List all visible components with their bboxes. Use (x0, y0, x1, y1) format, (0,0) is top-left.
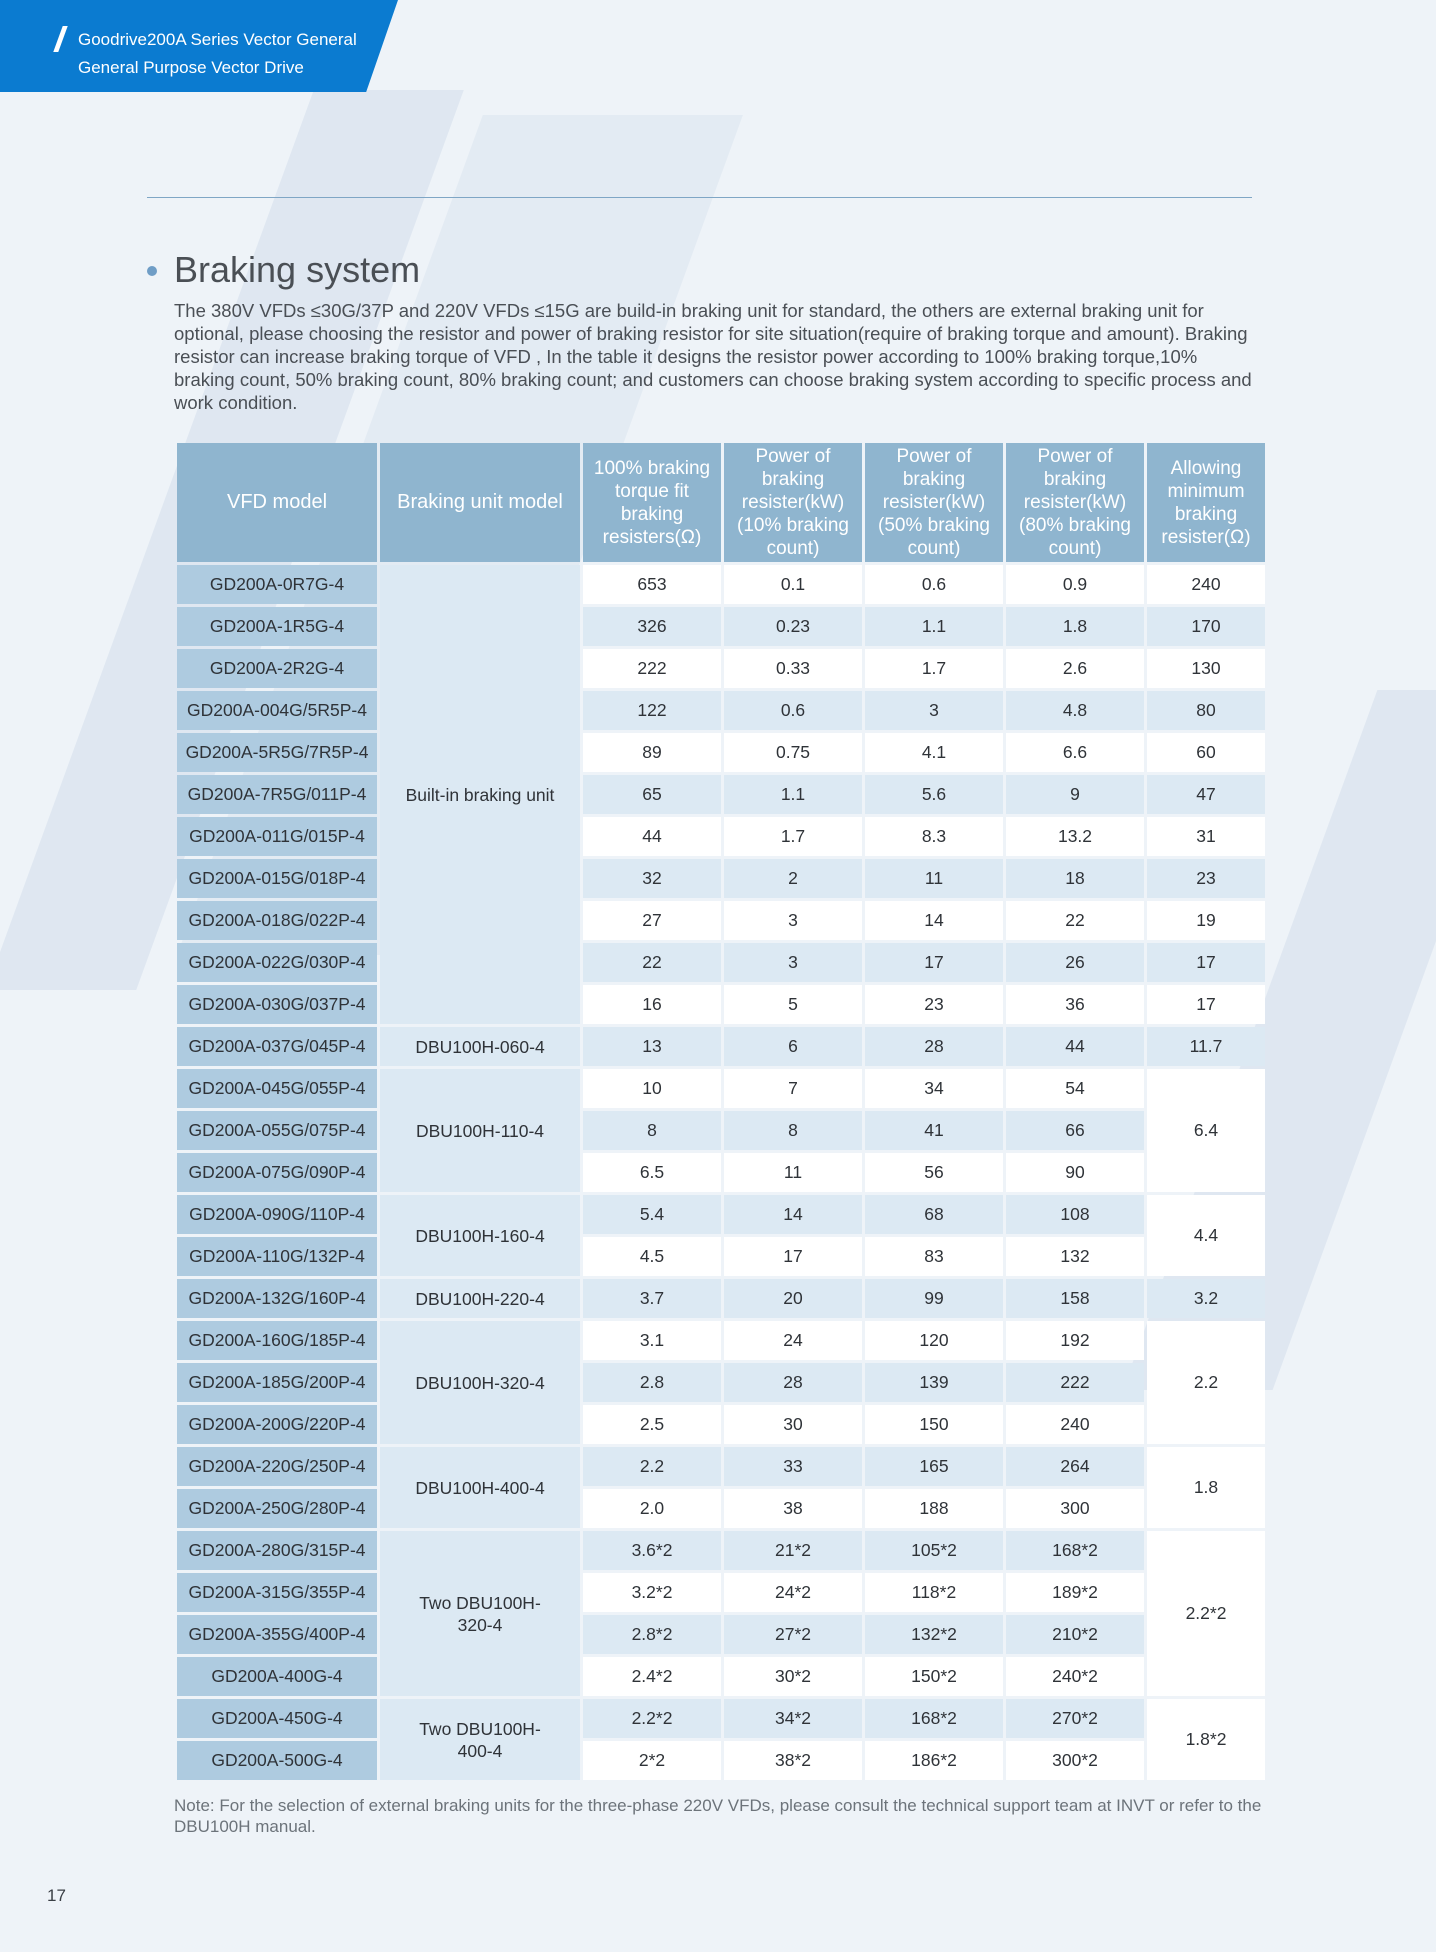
resistance-cell: 2*2 (583, 1741, 721, 1780)
braking-table-container (177, 443, 1265, 1780)
resistance-cell: 2.8*2 (583, 1615, 721, 1654)
power-10-cell: 0.75 (724, 733, 862, 772)
power-10-cell: 38*2 (724, 1741, 862, 1780)
power-80-cell: 1.8 (1006, 607, 1144, 646)
table-row (177, 1657, 1265, 1696)
power-50-cell: 68 (865, 1195, 1003, 1234)
power-50-cell: 4.1 (865, 733, 1003, 772)
table-row (177, 859, 1265, 898)
vfd-model-cell: GD200A-045G/055P-4 (177, 1069, 377, 1108)
page-number: 17 (47, 1886, 66, 1905)
power-10-cell: 28 (724, 1363, 862, 1402)
resistance-cell: 16 (583, 985, 721, 1024)
vfd-model-cell: GD200A-250G/280P-4 (177, 1489, 377, 1528)
power-80-cell: 6.6 (1006, 733, 1144, 772)
power-10-cell: 20 (724, 1279, 862, 1318)
table-row (177, 565, 1265, 604)
vfd-model-cell: GD200A-0R7G-4 (177, 565, 377, 604)
min-resistance-cell: 17 (1147, 943, 1265, 982)
power-10-cell: 3 (724, 943, 862, 982)
braking-unit-cell: DBU100H-110-4 (380, 1069, 580, 1192)
resistance-cell: 122 (583, 691, 721, 730)
power-80-cell: 300 (1006, 1489, 1144, 1528)
resistance-cell: 3.7 (583, 1279, 721, 1318)
power-50-cell: 83 (865, 1237, 1003, 1276)
vfd-model-cell: GD200A-004G/5R5P-4 (177, 691, 377, 730)
min-resistance-cell: 2.2*2 (1147, 1531, 1265, 1696)
power-80-cell: 18 (1006, 859, 1144, 898)
power-50-cell: 139 (865, 1363, 1003, 1402)
power-50-cell: 11 (865, 859, 1003, 898)
power-10-cell: 0.1 (724, 565, 862, 604)
column-header: Power of braking resister(kW) (10% braking count) (724, 443, 862, 562)
resistance-cell: 222 (583, 649, 721, 688)
resistance-cell: 3.2*2 (583, 1573, 721, 1612)
power-10-cell: 33 (724, 1447, 862, 1486)
resistance-cell: 2.5 (583, 1405, 721, 1444)
braking-unit-cell: DBU100H-320-4 (380, 1321, 580, 1444)
min-resistance-cell: 19 (1147, 901, 1265, 940)
power-80-cell: 2.6 (1006, 649, 1144, 688)
vfd-model-cell: GD200A-500G-4 (177, 1741, 377, 1780)
resistance-cell: 2.0 (583, 1489, 721, 1528)
power-80-cell: 0.9 (1006, 565, 1144, 604)
header-subtitle: General Purpose Vector Drive (78, 58, 304, 77)
power-10-cell: 21*2 (724, 1531, 862, 1570)
min-resistance-cell: 6.4 (1147, 1069, 1265, 1192)
power-80-cell: 210*2 (1006, 1615, 1144, 1654)
table-header-row (177, 443, 1265, 562)
table-row (177, 1111, 1265, 1150)
table-row (177, 1531, 1265, 1570)
power-50-cell: 3 (865, 691, 1003, 730)
power-50-cell: 165 (865, 1447, 1003, 1486)
column-header: VFD model (177, 443, 377, 562)
table-row (177, 1237, 1265, 1276)
power-10-cell: 3 (724, 901, 862, 940)
vfd-model-cell: GD200A-400G-4 (177, 1657, 377, 1696)
power-80-cell: 54 (1006, 1069, 1144, 1108)
table-row (177, 1615, 1265, 1654)
power-10-cell: 2 (724, 859, 862, 898)
vfd-model-cell: GD200A-315G/355P-4 (177, 1573, 377, 1612)
power-10-cell: 11 (724, 1153, 862, 1192)
table-row (177, 1195, 1265, 1234)
resistance-cell: 65 (583, 775, 721, 814)
vfd-model-cell: GD200A-200G/220P-4 (177, 1405, 377, 1444)
vfd-model-cell: GD200A-5R5G/7R5P-4 (177, 733, 377, 772)
table-row (177, 1279, 1265, 1318)
table-row (177, 1573, 1265, 1612)
power-80-cell: 22 (1006, 901, 1144, 940)
power-50-cell: 1.1 (865, 607, 1003, 646)
power-50-cell: 186*2 (865, 1741, 1003, 1780)
power-10-cell: 27*2 (724, 1615, 862, 1654)
power-50-cell: 34 (865, 1069, 1003, 1108)
power-80-cell: 240*2 (1006, 1657, 1144, 1696)
vfd-model-cell: GD200A-055G/075P-4 (177, 1111, 377, 1150)
power-80-cell: 270*2 (1006, 1699, 1144, 1738)
table-row (177, 691, 1265, 730)
vfd-model-cell: GD200A-022G/030P-4 (177, 943, 377, 982)
min-resistance-cell: 240 (1147, 565, 1265, 604)
min-resistance-cell: 31 (1147, 817, 1265, 856)
resistance-cell: 44 (583, 817, 721, 856)
vfd-model-cell: GD200A-011G/015P-4 (177, 817, 377, 856)
power-80-cell: 222 (1006, 1363, 1144, 1402)
resistance-cell: 8 (583, 1111, 721, 1150)
power-80-cell: 66 (1006, 1111, 1144, 1150)
resistance-cell: 2.2*2 (583, 1699, 721, 1738)
power-50-cell: 168*2 (865, 1699, 1003, 1738)
power-50-cell: 118*2 (865, 1573, 1003, 1612)
min-resistance-cell: 1.8 (1147, 1447, 1265, 1528)
braking-table (174, 440, 1268, 1783)
min-resistance-cell: 170 (1147, 607, 1265, 646)
power-50-cell: 105*2 (865, 1531, 1003, 1570)
table-row (177, 607, 1265, 646)
vfd-model-cell: GD200A-1R5G-4 (177, 607, 377, 646)
table-row (177, 775, 1265, 814)
power-50-cell: 120 (865, 1321, 1003, 1360)
power-80-cell: 192 (1006, 1321, 1144, 1360)
resistance-cell: 3.1 (583, 1321, 721, 1360)
power-80-cell: 4.8 (1006, 691, 1144, 730)
power-80-cell: 9 (1006, 775, 1144, 814)
section-title: Braking system (174, 249, 421, 290)
min-resistance-cell: 17 (1147, 985, 1265, 1024)
power-50-cell: 41 (865, 1111, 1003, 1150)
vfd-model-cell: GD200A-280G/315P-4 (177, 1531, 377, 1570)
resistance-cell: 10 (583, 1069, 721, 1108)
power-10-cell: 30 (724, 1405, 862, 1444)
min-resistance-cell: 23 (1147, 859, 1265, 898)
vfd-model-cell: GD200A-355G/400P-4 (177, 1615, 377, 1654)
power-80-cell: 13.2 (1006, 817, 1144, 856)
table-row (177, 1699, 1265, 1738)
power-50-cell: 0.6 (865, 565, 1003, 604)
braking-unit-cell: DBU100H-220-4 (380, 1279, 580, 1318)
vfd-model-cell: GD200A-160G/185P-4 (177, 1321, 377, 1360)
power-50-cell: 56 (865, 1153, 1003, 1192)
resistance-cell: 89 (583, 733, 721, 772)
header-series-title: Goodrive200A Series Vector General (78, 30, 357, 49)
resistance-cell: 2.8 (583, 1363, 721, 1402)
power-80-cell: 189*2 (1006, 1573, 1144, 1612)
power-80-cell: 36 (1006, 985, 1144, 1024)
table-row (177, 817, 1265, 856)
resistance-cell: 2.2 (583, 1447, 721, 1486)
column-header: Power of braking resister(kW) (80% braking count) (1006, 443, 1144, 562)
vfd-model-cell: GD200A-110G/132P-4 (177, 1237, 377, 1276)
vfd-model-cell: GD200A-037G/045P-4 (177, 1027, 377, 1066)
resistance-cell: 6.5 (583, 1153, 721, 1192)
vfd-model-cell: GD200A-090G/110P-4 (177, 1195, 377, 1234)
power-10-cell: 17 (724, 1237, 862, 1276)
braking-unit-cell: Two DBU100H-320-4 (380, 1531, 580, 1696)
resistance-cell: 5.4 (583, 1195, 721, 1234)
column-header: Allowing minimum braking resister(Ω) (1147, 443, 1265, 562)
resistance-cell: 32 (583, 859, 721, 898)
min-resistance-cell: 47 (1147, 775, 1265, 814)
power-80-cell: 90 (1006, 1153, 1144, 1192)
table-row (177, 1321, 1265, 1360)
vfd-model-cell: GD200A-132G/160P-4 (177, 1279, 377, 1318)
table-row (177, 901, 1265, 940)
power-80-cell: 240 (1006, 1405, 1144, 1444)
braking-unit-cell: Two DBU100H-400-4 (380, 1699, 580, 1780)
resistance-cell: 27 (583, 901, 721, 940)
power-80-cell: 264 (1006, 1447, 1144, 1486)
resistance-cell: 4.5 (583, 1237, 721, 1276)
min-resistance-cell: 130 (1147, 649, 1265, 688)
bullet-icon (147, 266, 157, 276)
resistance-cell: 326 (583, 607, 721, 646)
table-row (177, 985, 1265, 1024)
vfd-model-cell: GD200A-220G/250P-4 (177, 1447, 377, 1486)
column-header: Braking unit model (380, 443, 580, 562)
power-80-cell: 132 (1006, 1237, 1144, 1276)
table-row (177, 1741, 1265, 1780)
power-50-cell: 8.3 (865, 817, 1003, 856)
power-50-cell: 23 (865, 985, 1003, 1024)
table-row (177, 1405, 1265, 1444)
vfd-model-cell: GD200A-075G/090P-4 (177, 1153, 377, 1192)
table-row (177, 1363, 1265, 1402)
min-resistance-cell: 11.7 (1147, 1027, 1265, 1066)
table-row (177, 1069, 1265, 1108)
power-50-cell: 5.6 (865, 775, 1003, 814)
power-10-cell: 8 (724, 1111, 862, 1150)
power-10-cell: 1.7 (724, 817, 862, 856)
power-10-cell: 24 (724, 1321, 862, 1360)
power-10-cell: 0.33 (724, 649, 862, 688)
power-10-cell: 38 (724, 1489, 862, 1528)
power-50-cell: 188 (865, 1489, 1003, 1528)
table-row (177, 943, 1265, 982)
table-row (177, 1153, 1265, 1192)
table-row (177, 1027, 1265, 1066)
power-10-cell: 14 (724, 1195, 862, 1234)
table-row (177, 733, 1265, 772)
power-80-cell: 44 (1006, 1027, 1144, 1066)
min-resistance-cell: 60 (1147, 733, 1265, 772)
min-resistance-cell: 2.2 (1147, 1321, 1265, 1444)
braking-unit-cell: Built-in braking unit (380, 565, 580, 1024)
resistance-cell: 3.6*2 (583, 1531, 721, 1570)
power-50-cell: 150*2 (865, 1657, 1003, 1696)
resistance-cell: 653 (583, 565, 721, 604)
power-50-cell: 132*2 (865, 1615, 1003, 1654)
power-50-cell: 14 (865, 901, 1003, 940)
vfd-model-cell: GD200A-018G/022P-4 (177, 901, 377, 940)
vfd-model-cell: GD200A-015G/018P-4 (177, 859, 377, 898)
power-80-cell: 300*2 (1006, 1741, 1144, 1780)
braking-unit-cell: DBU100H-400-4 (380, 1447, 580, 1528)
table-row (177, 1447, 1265, 1486)
power-50-cell: 99 (865, 1279, 1003, 1318)
vfd-model-cell: GD200A-030G/037P-4 (177, 985, 377, 1024)
vfd-model-cell: GD200A-450G-4 (177, 1699, 377, 1738)
footnote: Note: For the selection of external braking units for the three-phase 220V VFDs, please consult the technical support team at INVT or refer to the DBU100H manual. (174, 1796, 1262, 1836)
vfd-model-cell: GD200A-185G/200P-4 (177, 1363, 377, 1402)
column-header: Power of braking resister(kW) (50% braking count) (865, 443, 1003, 562)
power-80-cell: 108 (1006, 1195, 1144, 1234)
power-50-cell: 1.7 (865, 649, 1003, 688)
vfd-model-cell: GD200A-7R5G/011P-4 (177, 775, 377, 814)
braking-unit-cell: DBU100H-160-4 (380, 1195, 580, 1276)
power-50-cell: 17 (865, 943, 1003, 982)
resistance-cell: 2.4*2 (583, 1657, 721, 1696)
power-80-cell: 158 (1006, 1279, 1144, 1318)
resistance-cell: 22 (583, 943, 721, 982)
min-resistance-cell: 1.8*2 (1147, 1699, 1265, 1780)
braking-unit-cell: DBU100H-060-4 (380, 1027, 580, 1066)
vfd-model-cell: GD200A-2R2G-4 (177, 649, 377, 688)
min-resistance-cell: 4.4 (1147, 1195, 1265, 1276)
power-80-cell: 168*2 (1006, 1531, 1144, 1570)
min-resistance-cell: 80 (1147, 691, 1265, 730)
table-row (177, 649, 1265, 688)
power-10-cell: 0.6 (724, 691, 862, 730)
table-row (177, 1489, 1265, 1528)
column-header: 100% braking torque fit braking resisters(Ω) (583, 443, 721, 562)
power-10-cell: 24*2 (724, 1573, 862, 1612)
min-resistance-cell: 3.2 (1147, 1279, 1265, 1318)
power-10-cell: 1.1 (724, 775, 862, 814)
power-10-cell: 30*2 (724, 1657, 862, 1696)
power-10-cell: 6 (724, 1027, 862, 1066)
power-80-cell: 26 (1006, 943, 1144, 982)
power-10-cell: 5 (724, 985, 862, 1024)
power-10-cell: 34*2 (724, 1699, 862, 1738)
power-50-cell: 28 (865, 1027, 1003, 1066)
resistance-cell: 13 (583, 1027, 721, 1066)
power-10-cell: 7 (724, 1069, 862, 1108)
power-50-cell: 150 (865, 1405, 1003, 1444)
power-10-cell: 0.23 (724, 607, 862, 646)
divider (147, 197, 1252, 198)
intro-paragraph: The 380V VFDs ≤30G/37P and 220V VFDs ≤15G are build-in braking unit for standard, the others are external braking unit for optional, please choosing the resistor and power of braking resistor for site situation(require of braking torque and amount). Braking resistor can increase braking torque of VFD , In the table it designs the resistor power according to 100% braking torque,10% braking count, 50% braking count, 80% braking count; and customers can choose braking system according to specific process and work condition. (174, 300, 1252, 413)
table-body (177, 565, 1265, 1780)
